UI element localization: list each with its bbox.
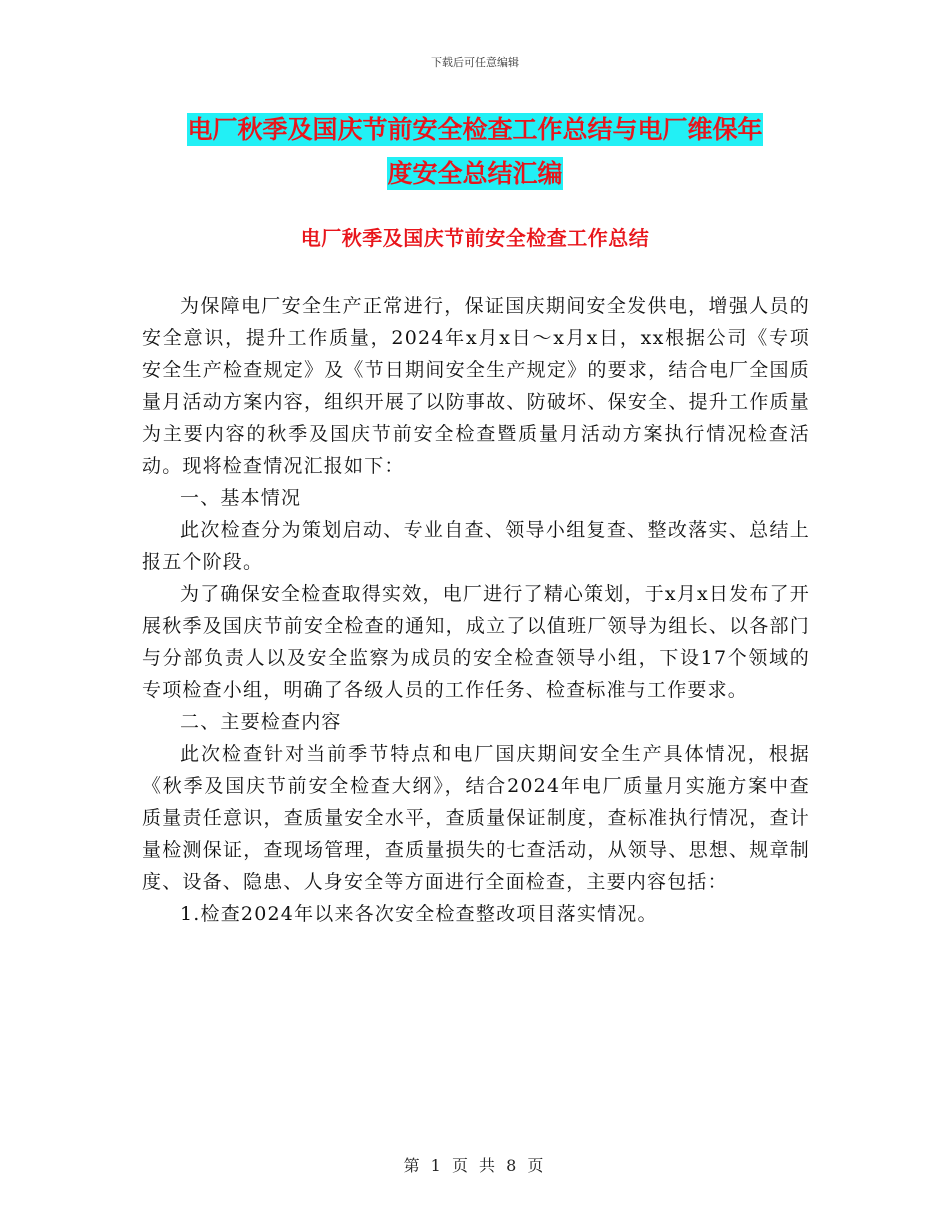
heading-basic-situation: 一、基本情况: [180, 487, 302, 509]
list-item-1: 1.检查2024年以来各次安全检查整改项目落实情况。: [180, 903, 658, 925]
heading-main-contents: 二、主要检查内容: [180, 711, 342, 733]
page-footer: 第 1 页 共 8 页: [403, 1156, 547, 1175]
paragraph-planning: 为了确保安全检查取得实效，电厂进行了精心策划，于x月x日发布了开展秋季及国庆节前安全检查的通知，成立了以值班厂领导为组长、以各部门与分部负责人以及安全监察为成员的安全检查领导小组，下设17个领域的专项检查小组，明确了各级人员的工作任务、检查标准与工作要求。: [142, 583, 810, 701]
paragraph-intro: 为保障电厂安全生产正常进行，保证国庆期间安全发供电，增强人员的安全意识，提升工作质量，2024年x月x日～x月x日，xx根据公司《专项安全生产检查规定》及《节日期间安全生产规定》的要求，结合电厂全国质量月活动方案内容，组织开展了以防事故、防破坏、保安全、提升工作质量为主要内容的秋季及国庆节前安全检查暨质量月活动方案执行情况检查活动。现将检查情况汇报如下：: [142, 295, 810, 477]
document-title-line-2: 度安全总结汇编: [387, 159, 563, 188]
document-title-line-1: 电厂秋季及国庆节前安全检查工作总结与电厂维保年: [187, 115, 763, 144]
document-title: [150, 108, 800, 196]
section-title: 电厂秋季及国庆节前安全检查工作总结: [300, 226, 650, 250]
header-note: 下载后可任意编辑: [431, 56, 519, 69]
body-text: [142, 290, 810, 930]
paragraph-stages: 此次检查分为策划启动、专业自查、领导小组复查、整改落实、总结上报五个阶段。: [142, 519, 810, 573]
paragraph-inspection-scope: 此次检查针对当前季节特点和电厂国庆期间安全生产具体情况，根据《秋季及国庆节前安全检查大纲》，结合2024年电厂质量月实施方案中查质量责任意识，查质量安全水平，查质量保证制度，查标准执行情况，查计量检测保证，查现场管理，查质量损失的七查活动，从领导、思想、规章制度、设备、隐患、人身安全等方面进行全面检查，主要内容包括：: [142, 743, 810, 893]
